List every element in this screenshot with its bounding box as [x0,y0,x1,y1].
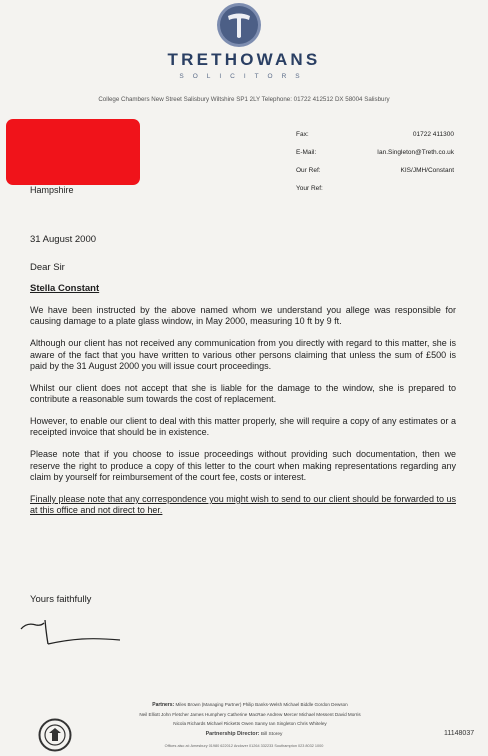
paragraph: Please note that if you choose to issue proceedings without providing such documentation, then we reserve the right to produce a copy of this letter to the court when making representations regarding any claim by yourself for reimbursement of the court fee, costs or interest. [30,449,456,483]
accreditation-seal-icon [38,718,72,752]
paragraph: However, to enable our client to deal with this matter properly, she will require a copy of any estimates or a receipted invoice that should be in existence. [30,416,456,438]
trethowans-t-logo-icon [216,2,262,48]
subject-line: Stella Constant [30,283,100,294]
meta-label: Your Ref: [296,185,323,192]
redaction-block [6,119,140,185]
letter-body [30,305,456,527]
paragraph: Although our client has not received any communication from you directly with regard to this matter, she is aware of the fact that you have written to various other persons claiming that unless the sum of £500 is paid by the 31 August 2000 you will issue court proceedings. [30,338,456,372]
partners-line: Miles Brown (Managing Partner) Philip Banks-Welsh Michael Biddle Gordon Dewson [175,702,348,707]
meta-value: 01722 411300 [412,131,454,138]
director-name: Bill Storey [260,732,283,737]
firm-subtitle: SOLICITORS [179,73,309,80]
meta-row-our-ref [296,167,454,185]
partners-list [70,700,430,728]
salutation: Dear Sir [30,262,65,273]
meta-row-fax [296,131,454,149]
meta-label: Fax: [296,131,309,138]
offices-line: Offices also at: Amesbury 01980 622012 Andover 01264 332233 Southampton 023 8032 1000 [164,744,324,748]
firm-name: TRETHOWANS [167,50,321,69]
meta-value: KIS/JMH/Constant [400,167,454,174]
meta-label: Our Ref: [296,167,321,174]
signoff: Yours faithfully [30,594,92,605]
meta-row-your-ref [296,185,454,203]
partners-label: Partners: [152,702,175,708]
partnership-director [0,731,488,737]
recipient-county: Hampshire [30,185,74,195]
director-label: Partnership Director: [205,731,260,737]
meta-label: E-Mail: [296,149,317,156]
reference-block [296,131,454,203]
meta-row-email [296,149,454,167]
partners-line: Nicola Richards Michael Ricketts Owen Sanny Ian Singleton Chris Whiteley [173,721,327,726]
paragraph: Whilst our client does not accept that she is liable for the damage to the window, she is prepared to contribute a reasonable sum towards the cost of replacement. [30,382,456,405]
paragraph-final: Finally please note that any correspondence you might wish to send to our client should be forwarded to us at this office and not direct to her. [30,493,456,516]
meta-value: Ian.Singleton@Treth.co.uk [377,149,454,156]
paragraph: We have been instructed by the above named whom we understand you allege was responsible for causing damage to a plate glass window, in May 2000, measuring 10 ft by 9 ft. [30,305,456,327]
letter-date: 31 August 2000 [30,234,97,245]
partners-line: Neil Elliott John Fletcher James Humphery Catherine MacRae Andrew Mercer Michael Messent David Morris [139,712,361,717]
signature-icon [18,610,128,650]
firm-address: College Chambers New Street Salisbury Wiltshire SP1 2LY Telephone: 01722 412512 DX 58004 Salisbury [98,96,390,103]
document-number: 11148037 [444,730,475,737]
